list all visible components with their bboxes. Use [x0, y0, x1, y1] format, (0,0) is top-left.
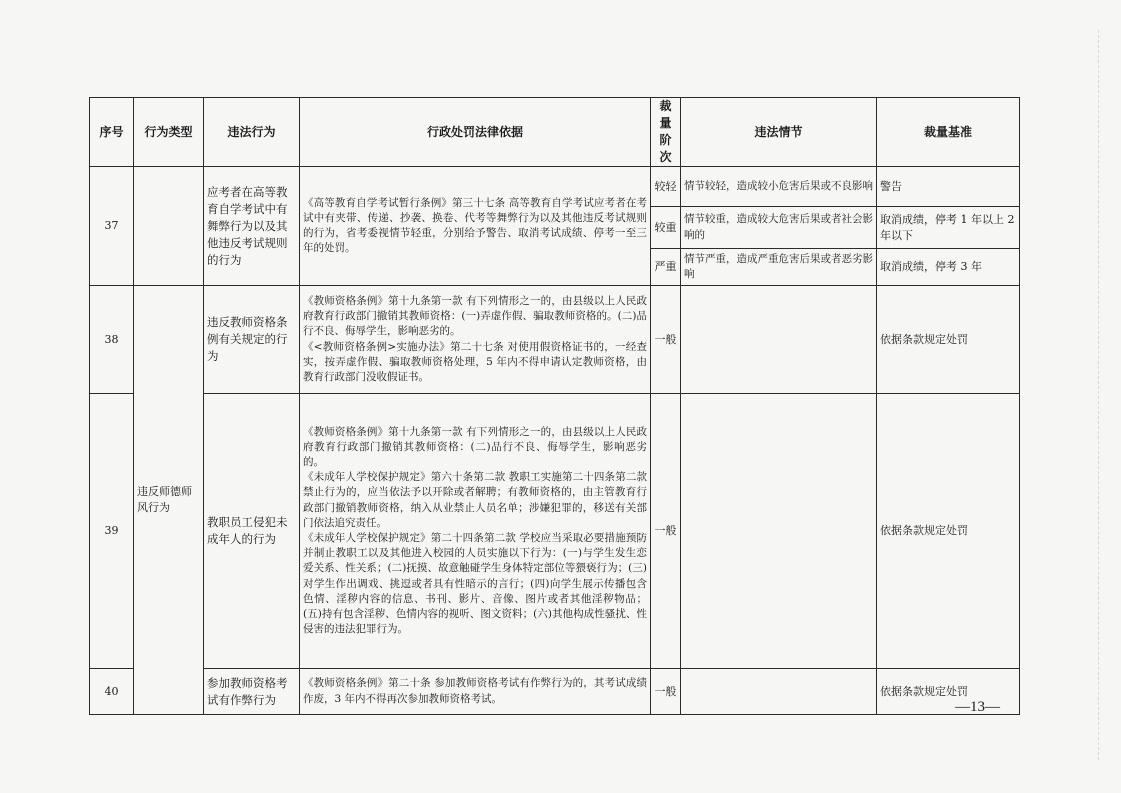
level-cell: 较重 — [651, 207, 681, 249]
basis-paragraph: 《教师资格条例》第十九条第一款 有下列情形之一的，由县级以上人民政府教育行政部门撤销其教师资格：(二)品行不良、侮辱学生，影响恶劣的。 — [303, 425, 647, 468]
basis-paragraph: 《未成年人学校保护规定》第二十四条第二款 学校应当采取必要措施预防并制止教职工以及其他进入校园的人员实施以下行为：(一)与学生发生恋爱关系、性关系；(二)抚摸、故意触碰学生身体特定部位等猥亵行为；(三)对学生作出调戏、挑逗或者具有性暗示的言行；(四)向学生展示传播包含色情、淫秽内容的信息、书刊、影片、音像、图片或者其他淫秽物品；(五)持有包含淫秽、色情内容的视听、图文资料；(六)其他构成性骚扰、性侵害的违法犯罪行为。 — [303, 532, 647, 636]
standard-cell: 依据条款规定处罚 — [877, 394, 1020, 669]
row-number: 40 — [90, 669, 134, 715]
level-cell: 较轻 — [651, 167, 681, 207]
type-cell-empty — [134, 167, 204, 286]
table-header-row — [90, 98, 1020, 167]
basis-paragraph: 《教师资格条例》第十九条第一款 有下列情形之一的，由县级以上人民政府教育行政部门撤销其教师资格：(一)弄虚作假、骗取教师资格的。(二)品行不良、侮辱学生，影响恶劣的。 — [303, 294, 647, 338]
situation-cell — [681, 669, 877, 715]
violation-cell: 教职员工侵犯未成年人的行为 — [204, 394, 300, 669]
header-level: 裁量阶次 — [651, 98, 681, 167]
violation-cell: 违反教师资格条例有关规定的行为 — [204, 286, 300, 394]
table-row-39 — [90, 394, 1020, 669]
page-edge-guide — [1098, 30, 1099, 760]
standard-cell: 取消成绩，停考 1 年以上 2 年以下 — [877, 207, 1020, 249]
level-cell: 一般 — [651, 286, 681, 394]
header-violation: 违法行为 — [204, 98, 300, 167]
page-number: —13— — [955, 699, 1000, 715]
situation-cell: 情节较重，造成较大危害后果或者社会影响的 — [681, 207, 877, 249]
standard-cell: 警告 — [877, 167, 1020, 207]
standard-cell: 依据条款规定处罚 — [877, 286, 1020, 394]
penalty-discretion-table — [89, 97, 1020, 715]
situation-cell: 情节较轻，造成较小危害后果或不良影响 — [681, 167, 877, 207]
behavior-type-cell: 违反师德师风行为 — [134, 286, 204, 715]
row-number: 39 — [90, 394, 134, 669]
standard-cell: 依据条款规定处罚 — [877, 669, 1020, 715]
basis-paragraph: 《未成年人学校保护规定》第六十条第二款 教职工实施第二十四条第二款禁止行为的，应当依法予以开除或者解聘；有教师资格的，由主管教育行政部门撤销教师资格，纳入从业禁止人员名单；涉嫌犯罪的，移送有关部门依法追究责任。 — [303, 471, 647, 529]
basis-paragraph: 《<教师资格条例>实施办法》第二十七条 对使用假资格证书的，一经查实，按弄虚作假、骗取教师资格处理，5 年内不得申请认定教师资格，由教育行政部门没收假证书。 — [303, 340, 647, 383]
violation-cell: 应考者在高等教育自学考试中有舞弊行为以及其他违反考试规则的行为 — [204, 167, 300, 286]
level-cell: 一般 — [651, 669, 681, 715]
situation-cell — [681, 286, 877, 394]
row-number: 37 — [90, 167, 134, 286]
table-row-37 — [90, 167, 1020, 207]
standard-cell: 取消成绩，停考 3 年 — [877, 249, 1020, 286]
table-row-40 — [90, 669, 1020, 715]
header-basis: 行政处罚法律依据 — [300, 98, 651, 167]
header-standard: 裁量基准 — [877, 98, 1020, 167]
legal-basis-cell: 《教师资格条例》第二十条 参加教师资格考试有作弊行为的，其考试成绩作废，3 年内不得再次参加教师资格考试。 — [300, 669, 651, 715]
row-number: 38 — [90, 286, 134, 394]
legal-basis-cell — [300, 394, 651, 669]
violation-cell: 参加教师资格考试有作弊行为 — [204, 669, 300, 715]
header-situation: 违法情节 — [681, 98, 877, 167]
header-type: 行为类型 — [134, 98, 204, 167]
table-row-38 — [90, 286, 1020, 394]
header-num: 序号 — [90, 98, 134, 167]
legal-basis-cell: 《高等教育自学考试暂行条例》第三十七条 高等教育自学考试应考者在考试中有夹带、传递、抄袭、换卷、代考等舞弊行为以及其他违反考试规则的行为，省考委视情节轻重，分别给予警告、取消考试成绩、停考一至三年的处罚。 — [300, 167, 651, 286]
situation-cell: 情节严重，造成严重危害后果或者恶劣影响 — [681, 249, 877, 286]
situation-cell — [681, 394, 877, 669]
level-cell: 一般 — [651, 394, 681, 669]
level-cell: 严重 — [651, 249, 681, 286]
legal-basis-cell — [300, 286, 651, 394]
